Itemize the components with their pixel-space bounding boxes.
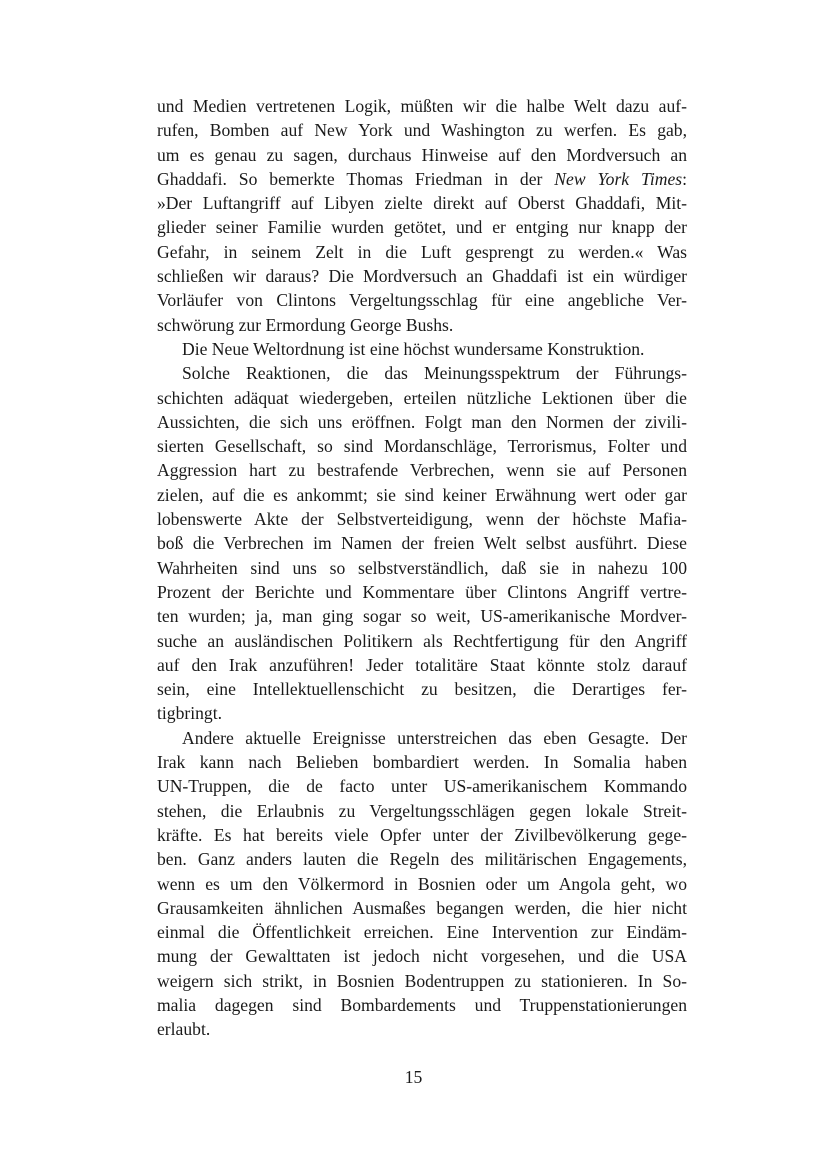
text-line: Aussichten, die sich uns eröffnen. Folgt man den Normen der zivili- — [157, 411, 687, 432]
text-line: um es genau zu sagen, durchaus Hinweise auf den Mordversuch an — [157, 144, 687, 165]
text-line: sierten Gesellschaft, so sind Mordanschläge, Terrorismus, Folter und — [157, 436, 687, 457]
text-line: stehen, die Erlaubnis zu Vergeltungsschlägen gegen lokale Streit- — [157, 800, 687, 821]
text-line: Vorläufer von Clintons Vergeltungsschlag für eine angebliche Ver- — [157, 290, 687, 311]
text-line: einmal die Öffentlichkeit erreichen. Eine Intervention zur Eindäm- — [157, 922, 687, 943]
text-line: weigern sich strikt, in Bosnien Bodentruppen zu stationieren. In So- — [157, 970, 687, 991]
text-line: Gefahr, in seinem Zelt in die Luft gesprengt zu werden.« Was — [157, 241, 687, 262]
text-line: kräfte. Es hat bereits viele Opfer unter der Zivilbevölkerung gege- — [157, 824, 687, 845]
text-line: schließen wir daraus? Die Mordversuch an Ghaddafi ist ein würdiger — [157, 266, 687, 287]
text-line: erlaubt. — [157, 1019, 211, 1040]
text-line: UN-Truppen, die de facto unter US-amerikanischem Kommando — [157, 776, 687, 797]
text-line: Andere aktuelle Ereignisse unterstreichen das eben Gesagte. Der — [182, 727, 687, 748]
text-line — [157, 167, 687, 191]
text-line: Aggression hart zu bestrafende Verbrechen, wenn sie auf Personen — [157, 460, 687, 481]
text-line: wenn es um den Völkermord in Bosnien oder um Angola geht, wo — [157, 873, 687, 894]
text-line: lobenswerte Akte der Selbstverteidigung, wenn der höchste Mafia- — [157, 509, 687, 530]
text-line: ben. Ganz anders lauten die Regeln des militärischen Engagements, — [157, 849, 687, 870]
text-line: ten wurden; ja, man ging sogar so weit, US-amerikanische Mordver- — [157, 606, 687, 627]
text-line: suche an ausländischen Politikern als Rechtfertigung für den Angriff — [157, 630, 687, 651]
text-line: schichten adäquat wiedergeben, erteilen nützliche Lektionen über die — [157, 387, 687, 408]
body-text — [157, 94, 687, 1042]
text-line: malia dagegen sind Bombardements und Truppenstationierungen — [157, 994, 687, 1015]
text-line: Grausamkeiten ähnlichen Ausmaßes begangen werden, die hier nicht — [157, 897, 687, 918]
text-line: glieder seiner Familie wurden getötet, und er entging nur knapp der — [157, 217, 687, 238]
text-line: »Der Luftangriff auf Libyen zielte direkt auf Oberst Ghaddafi, Mit- — [157, 193, 687, 214]
text-line: auf den Irak anzuführen! Jeder totalitäre Staat könnte stolz darauf — [157, 654, 687, 675]
text-line: tigbringt. — [157, 703, 222, 724]
text-line: schwörung zur Ermordung George Bushs. — [157, 314, 454, 335]
text-line: mung der Gewalttaten ist jedoch nicht vorgesehen, und die USA — [157, 946, 687, 967]
text-fragment: Ghaddafi. So bemerkte Thomas Friedman in der — [157, 168, 555, 189]
text-line: rufen, Bomben auf New York und Washington zu werfen. Es gab, — [157, 120, 687, 141]
page-number: 15 — [404, 1067, 423, 1087]
text-line: Irak kann nach Belieben bombardiert werden. In Somalia haben — [157, 752, 687, 773]
text-line: Solche Reaktionen, die das Meinungsspektrum der Führungs- — [182, 363, 687, 384]
text-line: sein, eine Intellektuellenschicht zu besitzen, die Derartiges fer- — [157, 679, 687, 700]
text-line: und Medien vertretenen Logik, müßten wir die halbe Welt dazu auf- — [157, 96, 687, 116]
publication-title: New York Times — [554, 168, 683, 189]
text-line: zielen, auf die es ankommt; sie sind keiner Erwähnung wert oder gar — [157, 484, 687, 505]
text-line: Die Neue Weltordnung ist eine höchst wundersame Konstruktion. — [182, 338, 645, 359]
text-line: Wahrheiten sind uns so selbstverständlich, daß sie in nahezu 100 — [157, 557, 687, 578]
text-line: boß die Verbrechen im Namen der freien Welt selbst ausführt. Diese — [157, 533, 687, 554]
text-fragment: : — [682, 168, 687, 189]
text-line: Prozent der Berichte und Kommentare über Clintons Angriff vertre- — [157, 581, 687, 602]
